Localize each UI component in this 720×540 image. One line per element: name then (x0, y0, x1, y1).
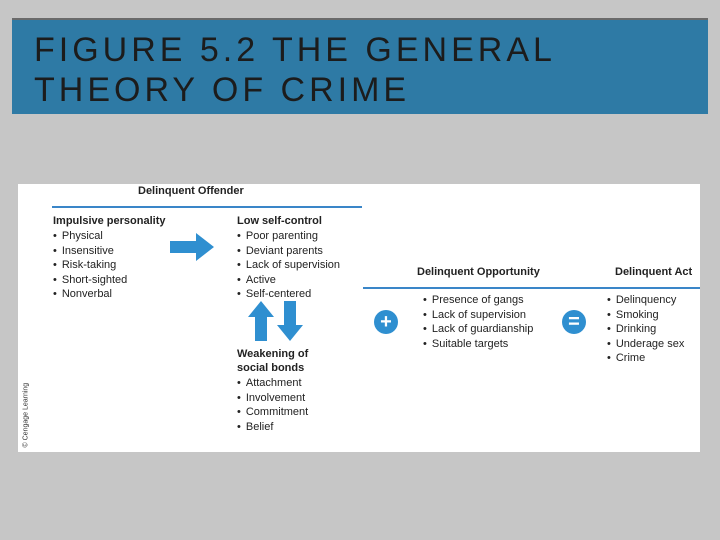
list-item: • Crime (607, 351, 684, 366)
social-bonds-title-line-1: Weakening of (237, 348, 309, 360)
opportunity-title: Delinquent Opportunity (417, 266, 540, 278)
list-item: • Nonverbal (53, 287, 127, 302)
impulsive-title: Impulsive personality (53, 215, 166, 227)
arrow-down-icon (277, 301, 303, 341)
list-item: • Smoking (607, 308, 684, 323)
list-item: • Lack of guardianship (423, 322, 533, 337)
list-item: • Presence of gangs (423, 293, 533, 308)
list-item: • Poor parenting (237, 229, 340, 244)
social-bonds-list (237, 376, 308, 434)
list-item: • Risk-taking (53, 258, 127, 273)
list-item: • Involvement (237, 391, 308, 406)
list-item: • Short-sighted (53, 273, 127, 288)
list-item: • Commitment (237, 405, 308, 420)
list-item: • Insensitive (53, 244, 127, 259)
list-item: • Suitable targets (423, 337, 533, 352)
theory-figure (18, 184, 700, 452)
list-item: • Lack of supervision (423, 308, 533, 323)
impulsive-list (53, 229, 127, 302)
list-item: • Active (237, 273, 340, 288)
low-self-control-title: Low self-control (237, 215, 322, 227)
equals-icon: = (562, 310, 586, 334)
list-item: • Lack of supervision (237, 258, 340, 273)
slide-title-line-2: THEORY OF CRIME (34, 71, 411, 109)
plus-icon: + (374, 310, 398, 334)
image-credit: © Cengage Learning (22, 382, 30, 448)
opportunity-rule (363, 287, 700, 289)
arrow-up-icon (248, 301, 274, 341)
slide-title (34, 30, 694, 110)
list-item: • Drinking (607, 322, 684, 337)
offender-header: Delinquent Offender (138, 185, 244, 197)
list-item: • Physical (53, 229, 127, 244)
list-item: • Belief (237, 420, 308, 435)
list-item: • Attachment (237, 376, 308, 391)
act-list (607, 293, 684, 366)
offender-rule (52, 206, 362, 208)
act-title: Delinquent Act (615, 266, 693, 278)
list-item: • Self-centered (237, 287, 340, 302)
list-item: • Deviant parents (237, 244, 340, 259)
arrow-right-icon (170, 233, 214, 261)
slide-title-bar (12, 18, 708, 114)
list-item: • Delinquency (607, 293, 684, 308)
list-item: • Underage sex (607, 337, 684, 352)
opportunity-list (423, 293, 533, 351)
social-bonds-title-line-2: social bonds (237, 362, 305, 374)
low-self-control-list (237, 229, 340, 302)
slide-title-line-1: FIGURE 5.2 THE GENERAL (34, 31, 556, 69)
